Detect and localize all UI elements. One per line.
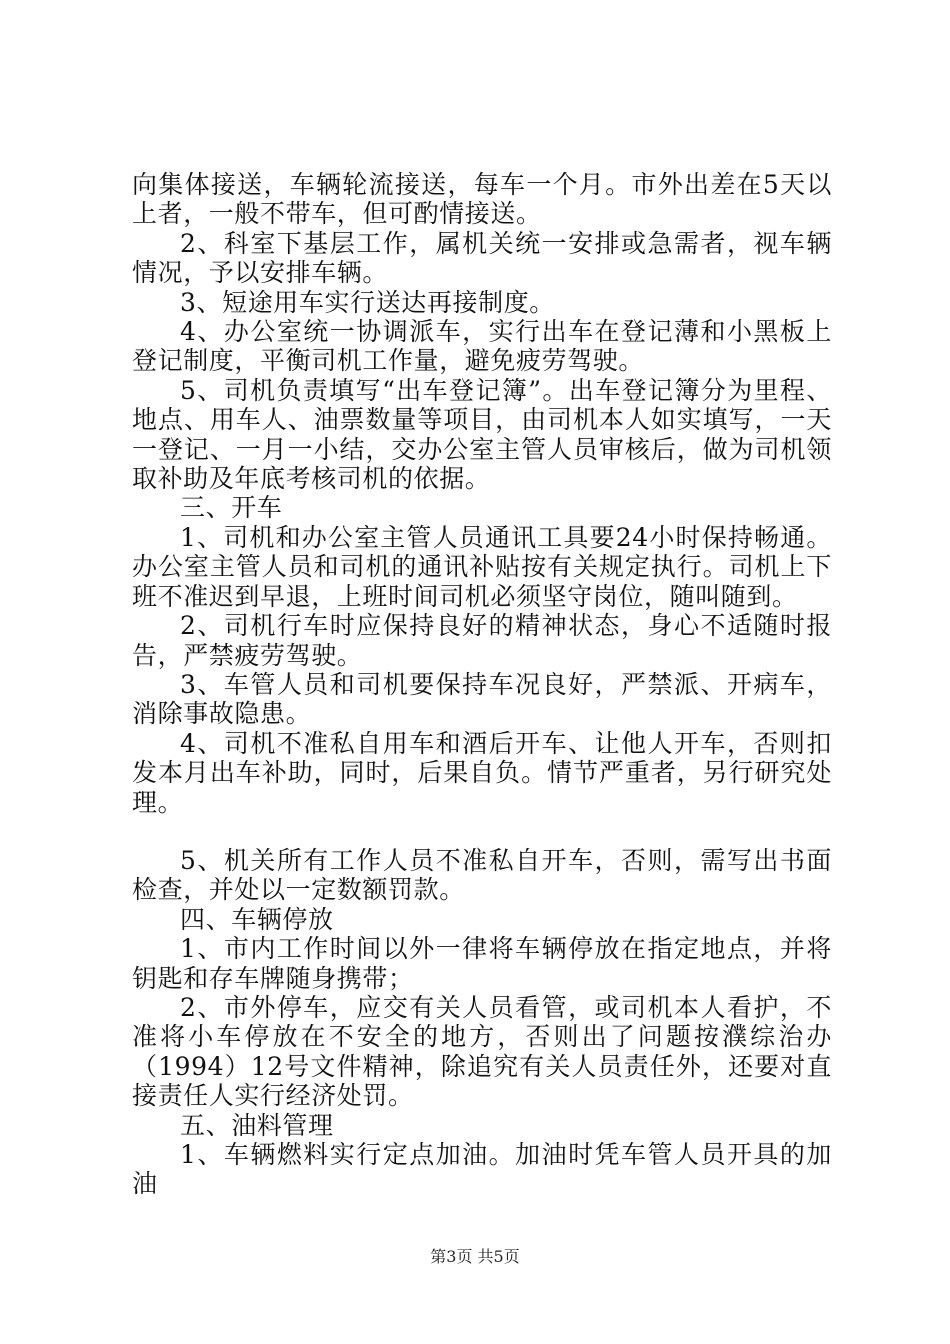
paragraph: 3、车管人员和司机要保持车况良好，严禁派、开病车，消除事故隐患。 — [132, 669, 832, 729]
paragraph: 2、司机行车时应保持良好的精神状态，身心不适随时报告，严禁疲劳驾驶。 — [132, 611, 832, 670]
paragraph: 4、办公室统一协调派车，实行出车在登记薄和小黑板上登记制度，平衡司机工作量，避免疲劳驾驶。 — [132, 317, 832, 376]
paragraph: 1、车辆燃料实行定点加油。加油时凭车管人员开具的加油 — [132, 1140, 832, 1199]
paragraph: 4、司机不准私自用车和酒后开车、让他人开车，否则扣发本月出车补助，同时，后果自负。情节严重者，另行研究处理。 — [132, 728, 832, 817]
paragraph: 5、机关所有工作人员不准私自开车，否则，需写出书面检查，并处以一定数额罚款。 — [132, 845, 832, 905]
paragraph: 1、司机和办公室主管人员通讯工具要24小时保持畅通。办公室主管人员和司机的通讯补贴按有关规定执行。司机上下班不准迟到早退，上班时间司机必须坚守岗位，随叫随到。 — [132, 522, 832, 611]
section-heading: 五、油料管理 — [180, 1110, 334, 1140]
section-heading: 四、车辆停放 — [180, 904, 334, 934]
paragraph: 2、市外停车，应交有关人员看管，或司机本人看护，不准将小车停放在不安全的地方，否则出了问题按濮综治办（1994）12号文件精神，除追究有关人员责任外，还要对直接责任人实行经济处罚。 — [132, 992, 832, 1111]
document-body — [132, 170, 832, 1199]
page-number-footer: 第3页 共5页 — [430, 1247, 520, 1266]
paragraph: 2、科室下基层工作，属机关统一安排或急需者，视车辆情况，予以安排车辆。 — [132, 228, 832, 288]
paragraph: 3、短途用车实行送达再接制度。 — [180, 287, 555, 317]
paragraph: 1、市内工作时间以外一律将车辆停放在指定地点，并将钥匙和存车牌随身携带； — [132, 934, 832, 993]
paragraph: 5、司机负责填写“出车登记簿”。出车登记簿分为里程、地点、用车人、油票数量等项目，由司机本人如实填写，一天一登记、一月一小结，交办公室主管人员审核后，做为司机领取补助及年底考核司机的依据。 — [132, 375, 832, 494]
section-heading: 三、开车 — [180, 493, 283, 523]
paragraph: 向集体接送，车辆轮流接送，每车一个月。市外出差在5天以上者，一般不带车，但可酌情接送。 — [132, 170, 832, 229]
